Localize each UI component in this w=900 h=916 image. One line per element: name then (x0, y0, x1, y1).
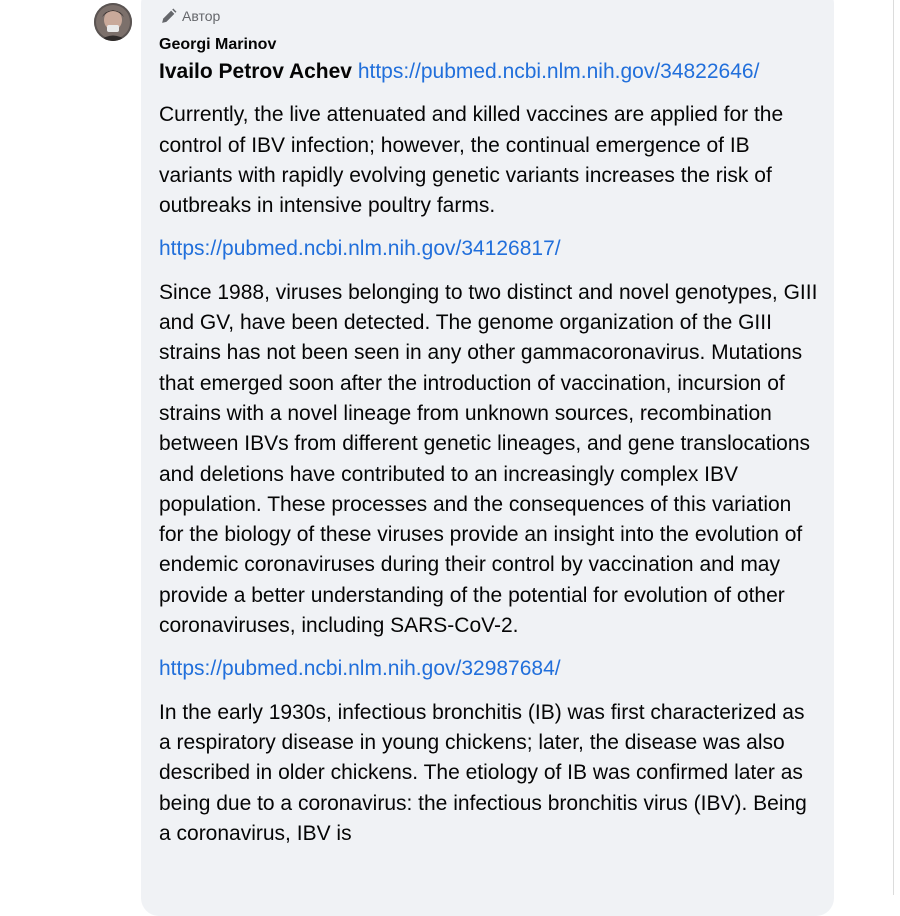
mentioned-user-link[interactable]: Ivailo Petrov Achev (159, 60, 352, 83)
paragraph-3: In the early 1930s, infectious bronchitis (IB) was first characterized as a respiratory disease in young chickens; later, the disease was also described in older chickens. The etiology of IB was confirmed later as being due to a coronavirus: the infectious bronchitis virus (IBV). Being a coronavirus, IBV is (159, 700, 807, 845)
comment-text (159, 57, 821, 849)
mention-line (159, 57, 821, 87)
avatar-photo-icon (94, 3, 132, 41)
author-avatar[interactable] (94, 3, 132, 41)
pubmed-link-3[interactable]: https://pubmed.ncbi.nlm.nih.gov/32987684/ (159, 657, 561, 681)
pubmed-link-1[interactable]: https://pubmed.ncbi.nlm.nih.gov/34822646/ (357, 60, 760, 83)
pubmed-link-2[interactable]: https://pubmed.ncbi.nlm.nih.gov/34126817/ (159, 237, 561, 261)
scroll-edge-divider (893, 0, 894, 895)
author-badge-label: Автор (182, 8, 221, 24)
pencil-icon (160, 8, 177, 25)
link-line-3 (159, 654, 821, 684)
comment-author-name[interactable]: Georgi Marinov (159, 36, 277, 53)
paragraph-2: Since 1988, viruses belonging to two distinct and novel genotypes, GIII and GV, have been detected. The genome organization of the GIII strains has not been seen in any other gammacoronavirus. Mutations that emerged soon after the introduction of vaccination, incursion of strains with a novel lineage from unknown sources, recombination between IBVs from different genetic lineages, and gene translocations and deletions have contributed to an increasingly complex IBV population. These processes and the consequences of this variation for the biology of these viruses provide an insight into the evolution of endemic coronaviruses during their control by vaccination and may provide a better understanding of the potential for evolution of other coronaviruses, including SARS-CoV-2. (159, 280, 818, 638)
paragraph-1: Currently, the live attenuated and killed vaccines are applied for the control of IBV infection; however, the continual emergence of IB variants with rapidly evolving genetic variants increases the risk of outbreaks in intensive poultry farms. (159, 103, 784, 218)
author-badge (160, 6, 220, 26)
link-line-2 (159, 234, 821, 264)
